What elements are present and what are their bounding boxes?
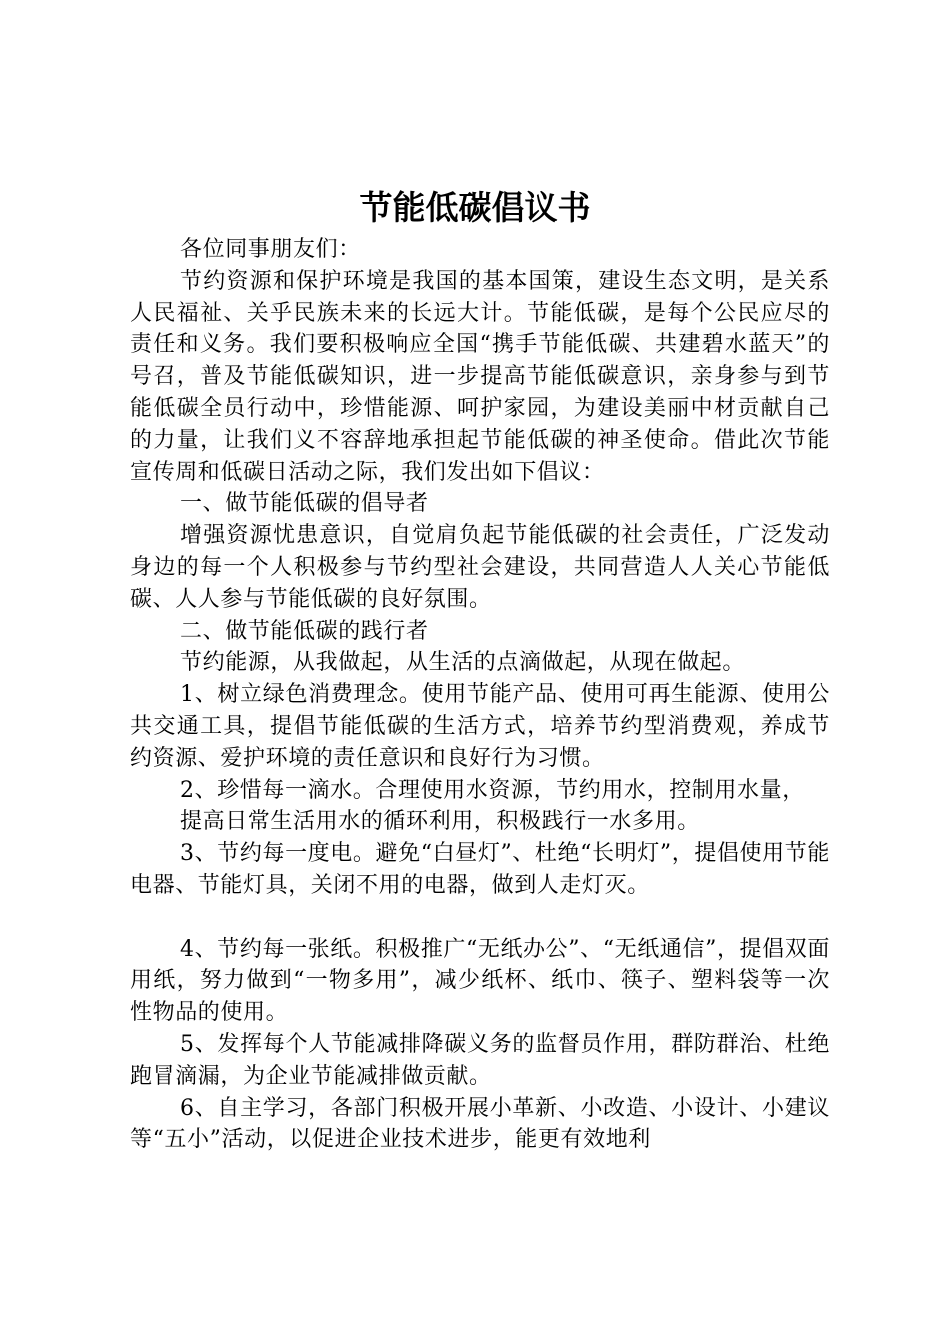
document-title: 节能低碳倡议书 (359, 188, 591, 227)
list-item-5: 5、发挥每个人节能减排降碳义务的监督员作用，群防群治、杜绝跑冒滴漏，为企业节能减排做贡献。 (130, 1031, 830, 1089)
list-item-6: 6、自主学习，各部门积极开展小革新、小改造、小设计、小建议等“五小”活动，以促进企业技术进步，能更有效地利 (130, 1095, 830, 1153)
section-paragraph-1: 增强资源忧患意识，自觉肩负起节能低碳的社会责任，广泛发动身边的每一个人积极参与节约型社会建设，共同营造人人关心节能低碳、人人参与节能低碳的良好氛围。 (130, 523, 830, 612)
salutation: 各位同事朋友们： (180, 237, 361, 262)
list-item-2-continued: 提高日常生活用水的循环利用，积极践行一水多用。 (180, 809, 700, 835)
list-item-3: 3、节约每一度电。避免“白昼灯”、杜绝“长明灯”，提倡使用节能电器、节能灯具，关闭不用的电器，做到人走灯灭。 (130, 841, 830, 898)
list-item-4: 4、节约每一张纸。积极推广“无纸办公”、“无纸通信”，提倡双面用纸，努力做到“一物多用”，减少纸杯、纸巾、筷子、塑料袋等一次性物品的使用。 (130, 936, 830, 1026)
list-item-2: 2、珍惜每一滴水。合理使用水资源，节约用水，控制用水量， (180, 777, 805, 803)
section-paragraph-2: 节约能源，从我做起，从生活的点滴做起，从现在做起。 (180, 650, 746, 676)
section-heading-1: 一、做节能低碳的倡导者 (180, 491, 429, 517)
list-item-1: 1、树立绿色消费理念。使用节能产品、使用可再生能源、使用公共交通工具，提倡节能低碳的生活方式，培养节约型消费观，养成节约资源、爱护环境的责任意识和良好行为习惯。 (130, 682, 830, 771)
document-body (130, 234, 830, 1156)
intro-paragraph: 节约资源和保护环境是我国的基本国策，建设生态文明，是关系人民福祉、关乎民族未来的长远大计。节能低碳，是每个公民应尽的责任和义务。我们要积极响应全国“携手节能低碳、共建碧水蓝天”的号召，普及节能低碳知识，进一步提高节能低碳意识，亲身参与到节能低碳全员行动中，珍惜能源、呵护家园，为建设美丽中材贡献自己的力量，让我们义不容辞地承担起节能低碳的神圣使命。借此次节能宣传周和低碳日活动之际，我们发出如下倡议： (130, 268, 830, 485)
section-heading-2: 二、做节能低碳的践行者 (180, 618, 429, 644)
